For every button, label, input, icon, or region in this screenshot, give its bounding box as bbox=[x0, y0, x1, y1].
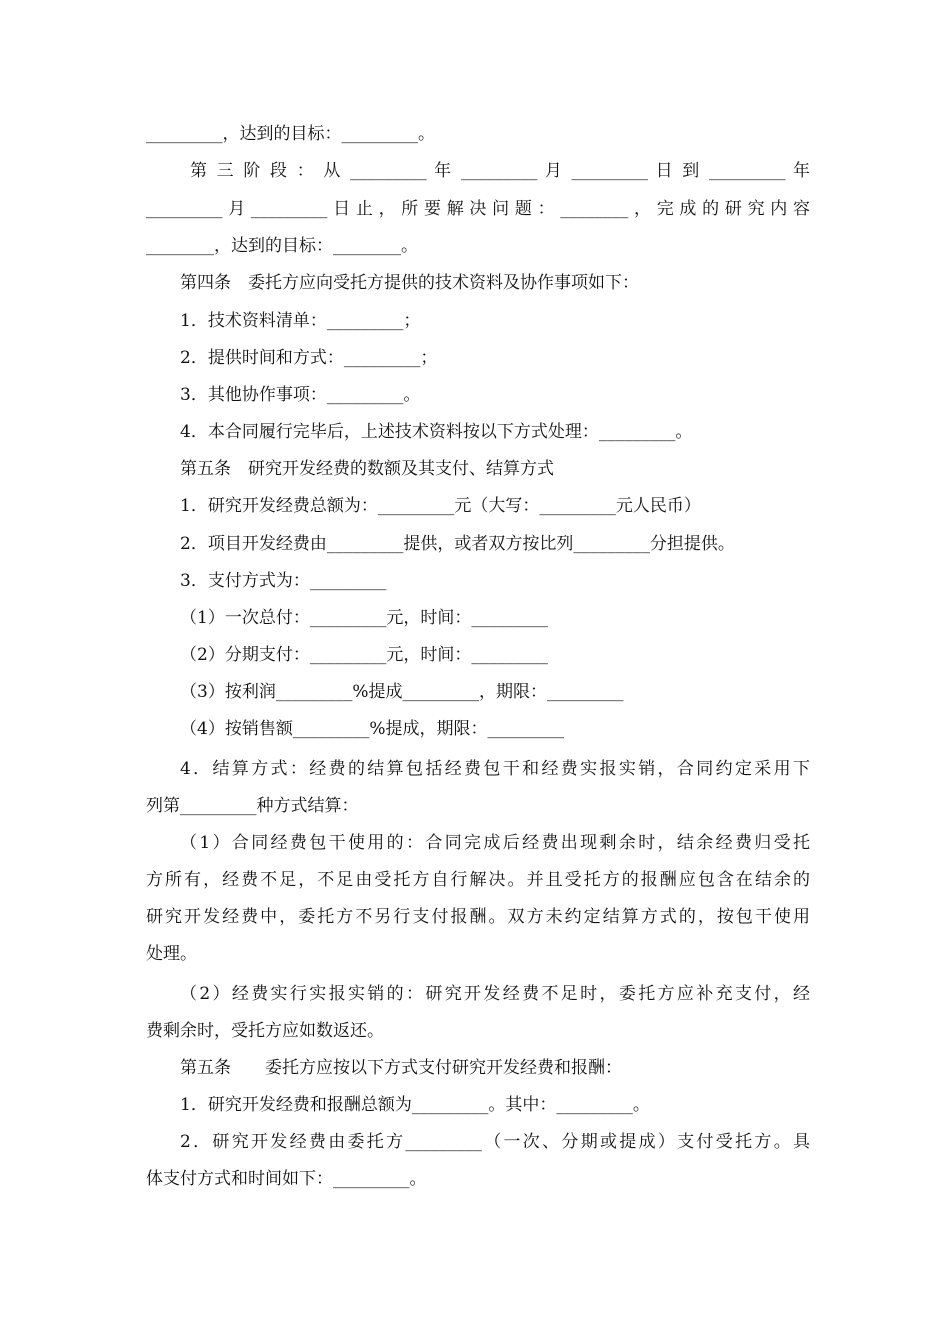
text-line: 2．研究开发经费由委托方_________（一次、分期或提成）支付受托方。具 bbox=[180, 1132, 810, 1152]
text-line: 第 三 阶 段 ： 从 _________ 年 _________ 月 _________ 日 到 _________ 年 bbox=[190, 161, 810, 181]
text-line: 2．提供时间和方式：_________； bbox=[180, 348, 438, 368]
text-line: 处理。 bbox=[146, 944, 197, 964]
text-line: ________，达到的目标：________。 bbox=[146, 236, 418, 256]
text-line: 3．支付方式为：_________ bbox=[180, 571, 387, 591]
text-line: （4）按销售额_________%提成，期限：_________ bbox=[180, 719, 564, 739]
text-line: 4．结算方式：经费的结算包括经费包干和经费实报实销，合同约定采用下 bbox=[180, 759, 810, 779]
text-line: 1．研究开发经费和报酬总额为_________。其中：_________。 bbox=[180, 1095, 650, 1115]
text-line: 费剩余时，受托方应如数返还。 bbox=[146, 1021, 384, 1041]
text-line: （1）合同经费包干使用的：合同完成后经费出现剩余时，结余经费归受托 bbox=[180, 833, 810, 853]
text-line: 4．本合同履行完毕后，上述技术资料按以下方式处理：_________。 bbox=[180, 422, 693, 442]
text-line: （3）按利润_________%提成_________，期限：_________ bbox=[180, 682, 624, 702]
text-line: 方所有，经费不足，不足由受托方自行解决。并且受托方的报酬应包含在结余的 bbox=[146, 870, 810, 890]
text-line: 2．项目开发经费由_________提供，或者双方按比列_________分担提供。 bbox=[180, 534, 735, 554]
text-line: 列第_________种方式结算： bbox=[146, 796, 359, 816]
text-line: _________，达到的目标：_________。 bbox=[146, 124, 435, 144]
text-line: 3．其他协作事项：_________。 bbox=[180, 385, 421, 405]
section-heading: 第四条 委托方应向受托方提供的技术资料及协作事项如下： bbox=[180, 273, 639, 293]
section-heading: 第五条 委托方应按以下方式支付研究开发经费和报酬： bbox=[180, 1058, 622, 1078]
text-line: （1）一次总付：_________元，时间：_________ bbox=[180, 608, 548, 628]
text-line: _________月_________日止，所要解决问题：________，完成的研究内容 bbox=[146, 199, 810, 219]
text-line: （2）经费实行实报实销的：研究开发经费不足时，委托方应补充支付，经 bbox=[180, 984, 810, 1004]
text-line: 研究开发经费中，委托方不另行支付报酬。双方未约定结算方式的，按包干使用 bbox=[146, 907, 810, 927]
section-heading: 第五条 研究开发经费的数额及其支付、结算方式 bbox=[180, 459, 554, 479]
text-line: （2）分期支付：_________元，时间：_________ bbox=[180, 645, 548, 665]
text-line: 体支付方式和时间如下：_________。 bbox=[146, 1169, 427, 1189]
text-line: 1．技术资料清单：_________； bbox=[180, 311, 421, 331]
text-line: 1．研究开发经费总额为：_________元（大写：_________元人民币） bbox=[180, 496, 701, 516]
